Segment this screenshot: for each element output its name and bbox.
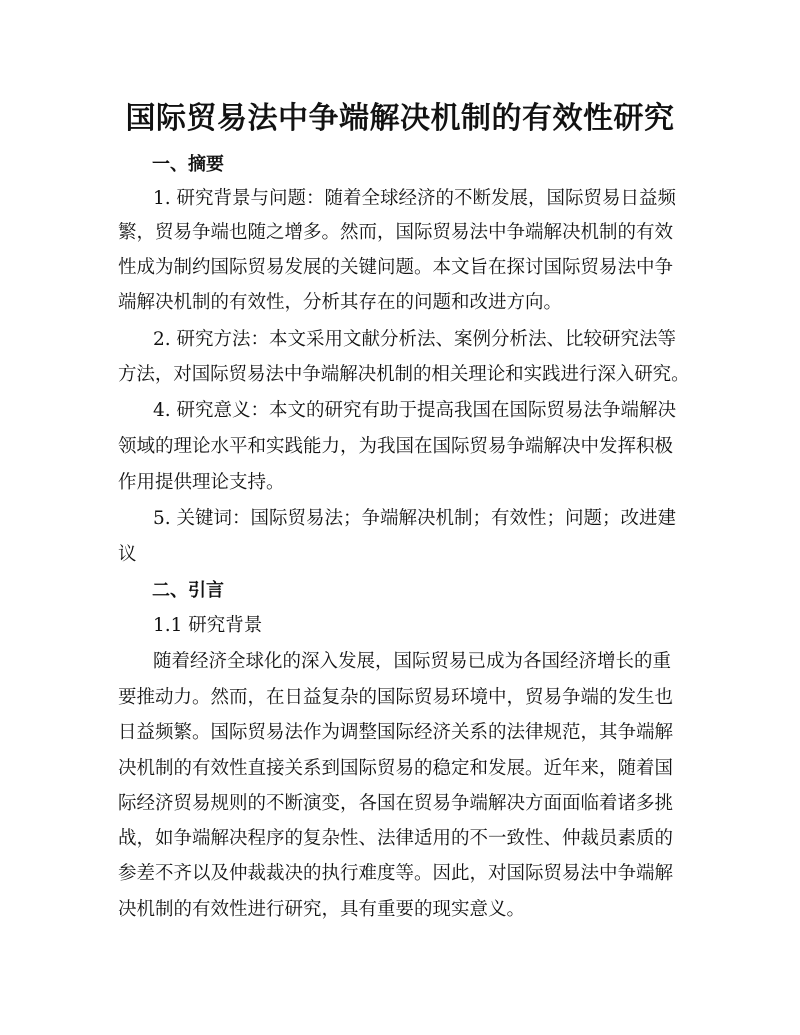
paragraph-line: 参差不齐以及仲裁裁决的执行难度等。因此，对国际贸易法中争端解	[118, 863, 674, 884]
paragraph-line: 2. 研究方法：本文采用文献分析法、案例分析法、比较研究法等	[153, 329, 677, 350]
paragraph-line: 领域的理论水平和实践能力，为我国在国际贸易争端解决中发挥积极	[118, 436, 674, 457]
paragraph-line: 议	[118, 544, 137, 565]
intro-heading: 二、引言	[152, 580, 224, 601]
paragraph-line: 决机制的有效性直接关系到国际贸易的稳定和发展。近年来，随着国	[118, 758, 674, 779]
paragraph-line: 日益频繁。国际贸易法作为调整国际经济关系的法律规范，其争端解	[118, 722, 674, 743]
abstract-heading: 一、摘要	[152, 154, 224, 175]
paragraph-line: 要推动力。然而，在日益复杂的国际贸易环境中，贸易争端的发生也	[118, 687, 674, 708]
paragraph-line: 端解决机制的有效性，分析其存在的问题和改进方向。	[118, 292, 563, 313]
paragraph-line: 战，如争端解决程序的复杂性、法律适用的不一致性、仲裁员素质的	[118, 828, 674, 849]
paragraph-line: 作用提供理论支持。	[118, 472, 285, 493]
paragraph-line: 际经济贸易规则的不断演变，各国在贸易争端解决方面面临着诸多挑	[118, 793, 674, 814]
paragraph-line: 4. 研究意义：本文的研究有助于提高我国在国际贸易法争端解决	[153, 400, 677, 421]
section-subheading: 1.1 研究背景	[153, 615, 263, 636]
paragraph-line: 5. 关键词：国际贸易法；争端解决机制；有效性；问题；改进建	[153, 508, 677, 529]
paragraph-line: 1. 研究背景与问题：随着全球经济的不断发展，国际贸易日益频	[153, 188, 677, 209]
paragraph-line: 随着经济全球化的深入发展，国际贸易已成为各国经济增长的重	[153, 651, 672, 672]
paragraph-line: 性成为制约国际贸易发展的关键问题。本文旨在探讨国际贸易法中争	[118, 257, 674, 278]
paragraph-line: 繁，贸易争端也随之增多。然而，国际贸易法中争端解决机制的有效	[118, 222, 674, 243]
paragraph-line: 方法，对国际贸易法中争端解决机制的相关理论和实践进行深入研究。	[118, 364, 690, 385]
paragraph-line: 决机制的有效性进行研究，具有重要的现实意义。	[118, 899, 526, 920]
document-title: 国际贸易法中争端解决机制的有效性研究	[125, 101, 675, 136]
